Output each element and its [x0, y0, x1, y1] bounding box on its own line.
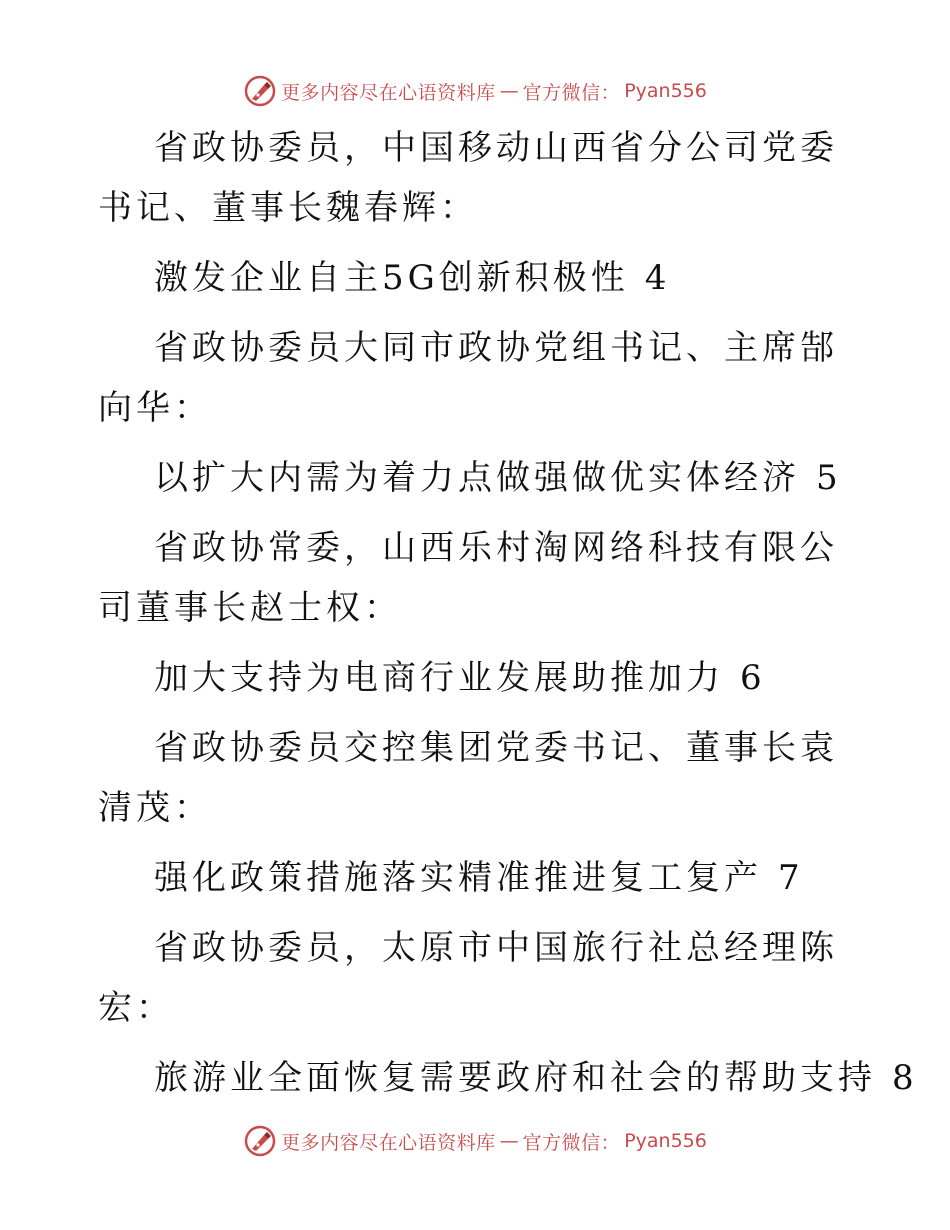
pen-nib-circle-icon — [243, 74, 277, 108]
toc-entry — [98, 918, 914, 1108]
watermark-wechat-label: 官方微信： — [522, 1131, 621, 1154]
toc-entry — [98, 118, 858, 308]
toc-page-number: 5 — [816, 458, 838, 498]
toc-title-line[interactable] — [98, 248, 858, 308]
toc-page-number: 7 — [778, 858, 800, 898]
toc-title-line[interactable] — [98, 1048, 914, 1108]
watermark-wechat-label: 官方微信： — [522, 81, 621, 104]
toc-content — [98, 118, 914, 1118]
toc-title: 激发企业自主5G创新积极性 — [154, 258, 629, 298]
toc-entry — [98, 318, 858, 508]
toc-title: 加大支持为电商行业发展助推加力 — [154, 658, 724, 698]
toc-title: 以扩大内需为着力点做强做优实体经济 — [154, 458, 800, 498]
footer-watermark — [0, 1124, 950, 1158]
header-watermark — [0, 74, 950, 108]
speaker-line: 省政协委员，太原市中国旅行社总经理陈宏： — [98, 928, 838, 1028]
toc-page-number: 8 — [892, 1058, 914, 1098]
watermark-dash: — — [499, 1130, 519, 1152]
toc-title-line[interactable] — [98, 648, 858, 708]
toc-entry — [98, 518, 858, 708]
speaker-line: 省政协委员，中国移动山西省分公司党委书记、董事长魏春辉： — [98, 128, 838, 228]
toc-entry — [98, 718, 858, 908]
toc-title-line[interactable] — [98, 848, 858, 908]
speaker-line: 省政协常委，山西乐村淘网络科技有限公司董事长赵士权： — [98, 528, 838, 628]
pen-nib-circle-icon — [243, 1124, 277, 1158]
toc-title: 强化政策措施落实精准推进复工复产 — [154, 858, 762, 898]
toc-title-line[interactable] — [98, 448, 858, 508]
toc-page-number: 6 — [740, 658, 762, 698]
watermark-dash: — — [499, 80, 519, 102]
watermark-site-text: 更多内容尽在心语资料库 — [281, 81, 496, 104]
watermark-site-text: 更多内容尽在心语资料库 — [281, 1131, 496, 1154]
watermark-wechat-id: Pyan556 — [624, 1130, 707, 1152]
toc-title: 旅游业全面恢复需要政府和社会的帮助支持 — [154, 1058, 876, 1098]
speaker-line: 省政协委员交控集团党委书记、董事长袁清茂： — [98, 728, 838, 828]
toc-page-number: 4 — [644, 258, 667, 298]
watermark-wechat-id: Pyan556 — [624, 80, 707, 102]
speaker-line: 省政协委员大同市政协党组书记、主席郜向华： — [98, 328, 838, 428]
